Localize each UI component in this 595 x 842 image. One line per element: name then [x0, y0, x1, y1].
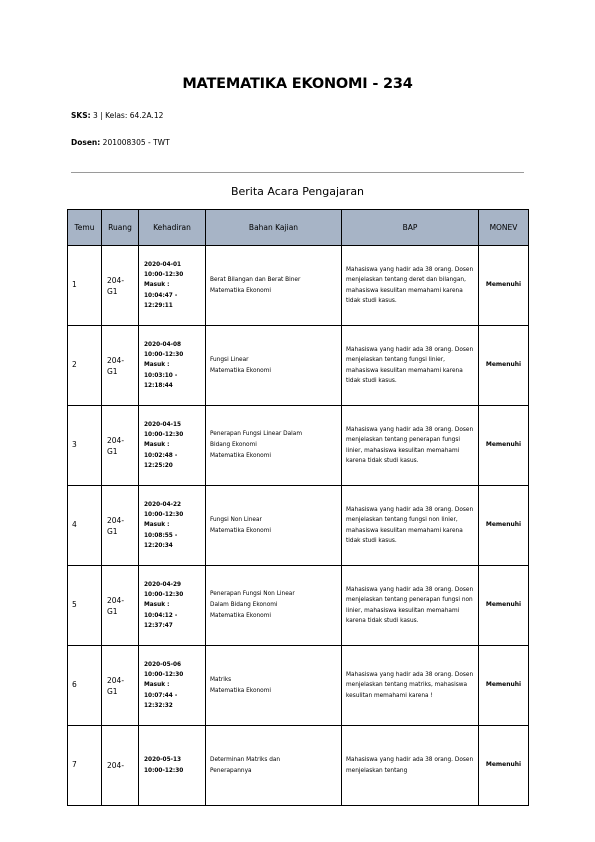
- kehadiran-line: Masuk :: [144, 282, 170, 289]
- kehadiran-line: 2020-04-15: [144, 421, 182, 428]
- cell-kehadiran: [139, 246, 206, 326]
- cell-ruang: [102, 726, 139, 806]
- cell-ruang: [102, 406, 139, 486]
- kehadiran-line: Masuk :: [144, 522, 170, 529]
- table-row: [68, 566, 529, 646]
- bap-text: Mahasiswa yang hadir ada 38 orang. Dosen menjelaskan tentang fungsi linier, mahasiswa kesulitan memahami karena tidak studi kasus.: [346, 347, 474, 384]
- kehadiran-line: 10:04:12 -: [144, 612, 178, 619]
- cell-bahan-kajian: [206, 486, 342, 566]
- cell-temu: 2: [68, 326, 102, 406]
- kehadiran-line: Masuk :: [144, 362, 170, 369]
- ruang-line: G1: [107, 366, 118, 376]
- ruang-line: G1: [107, 286, 118, 296]
- cell-bahan-kajian: [206, 406, 342, 486]
- kehadiran-line: 10:00-12:30: [144, 592, 184, 599]
- cell-monev: Memenuhi: [479, 406, 529, 486]
- cell-bahan-kajian: [206, 246, 342, 326]
- cell-monev: Memenuhi: [479, 486, 529, 566]
- ruang-line: 204-: [107, 355, 125, 365]
- kehadiran-line: 2020-04-22: [144, 501, 182, 508]
- kehadiran-line: 12:20:34: [144, 542, 173, 549]
- cell-bap: [342, 326, 479, 406]
- table-row: [68, 486, 529, 566]
- kehadiran-line: 12:29:11: [144, 302, 173, 309]
- kehadiran-line: Masuk :: [144, 602, 170, 609]
- kehadiran-line: 10:00-12:30: [144, 432, 184, 439]
- kehadiran-line: 10:02:48 -: [144, 452, 178, 459]
- dosen-value: 201008305 - TWT: [102, 138, 170, 147]
- cell-bap: [342, 406, 479, 486]
- cell-ruang: [102, 246, 139, 326]
- bahan-line: Matematika Ekonomi: [210, 287, 271, 294]
- kehadiran-line: 10:07:44 -: [144, 692, 178, 699]
- cell-monev: Memenuhi: [479, 246, 529, 326]
- bahan-line: Matriks: [210, 676, 232, 683]
- bahan-line: Berat Bilangan dan Berat Biner: [210, 276, 301, 283]
- kehadiran-line: Masuk :: [144, 682, 170, 689]
- kehadiran-line: 12:25:20: [144, 462, 173, 469]
- kehadiran-line: 2020-04-01: [144, 261, 182, 268]
- bahan-line: Matematika Ekonomi: [210, 367, 271, 374]
- bahan-line: Penerapan Fungsi Non Linear: [210, 591, 295, 597]
- header-bap: BAP: [342, 210, 479, 246]
- bahan-line: Dalam Bidang Ekonomi: [210, 602, 278, 608]
- ruang-line: G1: [107, 686, 118, 696]
- cell-monev: Memenuhi: [479, 326, 529, 406]
- kehadiran-line: 10:08:55 -: [144, 532, 178, 539]
- cell-kehadiran: [139, 406, 206, 486]
- sks-label: SKS:: [71, 111, 91, 120]
- cell-bahan-kajian: [206, 326, 342, 406]
- course-info: [71, 111, 163, 120]
- cell-kehadiran: [139, 726, 206, 806]
- cell-temu: 6: [68, 646, 102, 726]
- cell-temu: 3: [68, 406, 102, 486]
- kehadiran-line: 10:00-12:30: [144, 672, 184, 679]
- table-row: [68, 726, 529, 806]
- cell-ruang: [102, 486, 139, 566]
- section-title: Berita Acara Pengajaran: [230, 185, 365, 198]
- bap-table-container: [67, 209, 528, 774]
- kehadiran-line: 2020-04-08: [144, 341, 182, 348]
- bap-text: Mahasiswa yang hadir ada 38 orang. Dosen menjelaskan tentang penerapan fungsi linier, mahasiswa kesulitan memahami karena tidak studi kasus.: [346, 427, 474, 464]
- sks-value: 3 | Kelas: 64.2A.12: [93, 111, 164, 120]
- kehadiran-line: Masuk :: [144, 442, 170, 449]
- kehadiran-line: 10:03:10 -: [144, 372, 178, 379]
- cell-monev: Memenuhi: [479, 726, 529, 806]
- bap-text: Mahasiswa yang hadir ada 38 orang. Dosen menjelaskan tentang penerapan fungsi non linier, mahasiswa kesulitan memahami karena tidak studi kasus.: [346, 587, 474, 624]
- cell-temu: 4: [68, 486, 102, 566]
- cell-bahan-kajian: [206, 726, 342, 806]
- bap-text: Mahasiswa yang hadir ada 38 orang. Dosen menjelaskan tentang: [346, 757, 474, 774]
- table-body: [68, 246, 529, 806]
- cell-bap: [342, 486, 479, 566]
- table-row: [68, 406, 529, 486]
- kehadiran-line: 10:00-12:30: [144, 767, 184, 774]
- cell-monev: Memenuhi: [479, 566, 529, 646]
- cell-kehadiran: [139, 646, 206, 726]
- cell-ruang: [102, 566, 139, 646]
- table-row: [68, 646, 529, 726]
- bahan-line: Fungsi Non Linear: [210, 516, 262, 523]
- cell-ruang: [102, 646, 139, 726]
- ruang-line: G1: [107, 446, 118, 456]
- cell-temu: 7: [68, 726, 102, 806]
- header-kehadiran: Kehadiran: [139, 210, 206, 246]
- kehadiran-line: 2020-04-29: [144, 581, 182, 588]
- bap-text: Mahasiswa yang hadir ada 38 orang. Dosen menjelaskan tentang matriks, mahasiswa kesulitan memahami karena !: [346, 672, 474, 699]
- ruang-line: G1: [107, 526, 118, 536]
- kehadiran-line: 12:32:32: [144, 702, 173, 709]
- document-title: MATEMATIKA EKONOMI - 234: [182, 76, 413, 92]
- cell-bap: [342, 726, 479, 806]
- table-row: [68, 246, 529, 326]
- cell-kehadiran: [139, 326, 206, 406]
- ruang-line: 204-: [107, 675, 125, 685]
- cell-bahan-kajian: [206, 566, 342, 646]
- bahan-line: Penerapannya: [210, 767, 252, 774]
- bahan-line: Determinan Matriks dan: [210, 756, 281, 763]
- bahan-line: Bidang Ekonomi: [210, 442, 257, 448]
- cell-bap: [342, 646, 479, 726]
- kehadiran-line: 10:00-12:30: [144, 352, 184, 359]
- bahan-line: Matematika Ekonomi: [210, 613, 271, 619]
- bahan-line: Matematika Ekonomi: [210, 527, 271, 534]
- cell-temu: 5: [68, 566, 102, 646]
- lecturer-info: [71, 138, 170, 147]
- cell-monev: Memenuhi: [479, 646, 529, 726]
- bahan-line: Matematika Ekonomi: [210, 453, 271, 459]
- ruang-line: 204-: [107, 275, 125, 285]
- kehadiran-line: 12:18:44: [144, 382, 173, 389]
- cell-bap: [342, 246, 479, 326]
- bap-table: [67, 209, 529, 806]
- cell-bap: [342, 566, 479, 646]
- bap-text: Mahasiswa yang hadir ada 38 orang. Dosen menjelaskan tentang deret dan bilangan, mahasiswa kesulitan memahami karena tidak studi kasus.: [346, 267, 474, 304]
- kehadiran-line: 10:00-12:30: [144, 272, 184, 279]
- ruang-line: 204-: [107, 761, 125, 770]
- cell-kehadiran: [139, 566, 206, 646]
- table-row: [68, 326, 529, 406]
- header-monev: MONEV: [479, 210, 529, 246]
- kehadiran-line: 2020-05-13: [144, 757, 182, 764]
- header-temu: Temu: [68, 210, 102, 246]
- bahan-line: Penerapan Fungsi Linear Dalam: [210, 431, 302, 437]
- header-ruang: Ruang: [102, 210, 139, 246]
- cell-bahan-kajian: [206, 646, 342, 726]
- ruang-line: 204-: [107, 515, 125, 525]
- kehadiran-line: 10:00-12:30: [144, 512, 184, 519]
- bahan-line: Matematika Ekonomi: [210, 687, 271, 694]
- divider: [71, 172, 524, 173]
- header-bahan-kajian: Bahan Kajian: [206, 210, 342, 246]
- cell-kehadiran: [139, 486, 206, 566]
- ruang-line: 204-: [107, 595, 125, 605]
- kehadiran-line: 2020-05-06: [144, 661, 182, 668]
- cell-temu: 1: [68, 246, 102, 326]
- ruang-line: G1: [107, 606, 118, 616]
- bahan-line: Fungsi Linear: [210, 356, 249, 363]
- cell-ruang: [102, 326, 139, 406]
- dosen-label: Dosen:: [71, 138, 101, 147]
- bap-text: Mahasiswa yang hadir ada 38 orang. Dosen menjelaskan tentang fungsi non linier, mahasiswa kesulitan memahami karena tidak studi kasus.: [346, 507, 474, 544]
- kehadiran-line: 12:37:47: [144, 622, 173, 629]
- table-header-row: [68, 210, 529, 246]
- kehadiran-line: 10:04:47 -: [144, 292, 178, 299]
- ruang-line: 204-: [107, 435, 125, 445]
